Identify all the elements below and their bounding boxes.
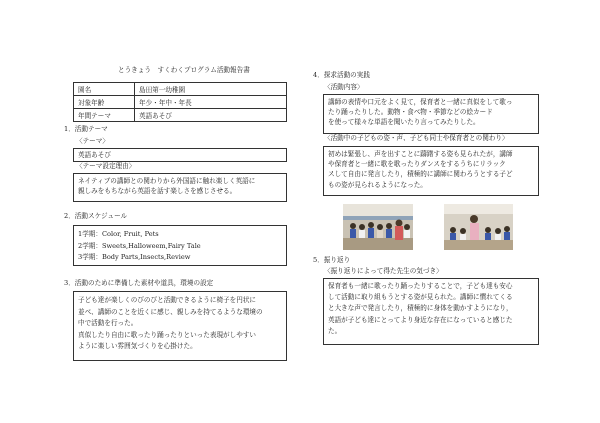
activity-photo-1: [343, 204, 413, 250]
children-voices-line: もの姿が見られるようになった。: [328, 180, 427, 189]
environment-line: 真似したり自由に歌ったり踊ったりといった表現がしやすい: [78, 330, 257, 339]
info-row: [74, 83, 287, 96]
reason-box: [73, 173, 287, 202]
environment-line: 並べ、講師のことを近くに感じ、親しみを持てるような環境の: [78, 307, 263, 316]
activity-content-label: 〈活動内容〉: [324, 83, 364, 91]
section4-heading: 4．探求活動の実践: [313, 71, 370, 79]
info-label: 対象年齢: [74, 96, 135, 109]
reflection-label: 〈振り返りによって得た先生の気づき〉: [324, 267, 443, 275]
schedule-term: 2学期：Sweets,Halloweem,Fairy Tale: [78, 241, 201, 250]
schedule-term: 1学期：Color, Fruit, Pets: [78, 230, 159, 238]
environment-line: 中で活動を行った。: [78, 319, 138, 328]
activity-content-box: [323, 94, 539, 134]
reflection-line: して活動に取り組もうとする姿が見られた。講師に慣れてくる: [328, 293, 513, 302]
info-row: [74, 96, 287, 109]
theme-box: [73, 148, 287, 162]
environment-line: ように楽しい雰囲気づくりを心掛けた。: [78, 342, 197, 351]
info-value: 英語あそび: [135, 109, 287, 122]
reflection-line: 英語が子ども達にとってより身近な存在になっていると感じた: [328, 315, 513, 324]
children-voices-box: [323, 146, 539, 196]
reason-label: 〈テーマ設定理由〉: [76, 162, 136, 170]
activity-content-line: 講師の表情や口元をよく見て，保育者と一緒に真似をして歌っ: [328, 98, 513, 106]
reflection-line: 保育者も一緒に歌ったり踊ったりすることで，子ども達も安心: [328, 282, 513, 290]
section3-heading: 3．活動のために準備した素材や道具，環境の設定: [64, 279, 214, 287]
section2-heading: 2．活動スケジュール: [64, 212, 128, 220]
children-voices-line: や保育者と一緒に歌を歌ったりダンスをするうちにリラック: [328, 160, 506, 169]
schedule-box: [73, 225, 287, 266]
activity-content-line: たり踊ったりした。動物・食べ物・季節などの絵カード: [328, 108, 493, 117]
children-voices-line: 初めは緊張し、声を出すことに躊躇する姿も見られたが，講師: [328, 150, 513, 158]
reflection-line: と大きな声で発言したり，積極的に身体を動かすようになり，: [328, 304, 513, 313]
report-title: とうきょう すくわくプログラム活動報告書: [118, 66, 250, 74]
reason-line: ネイティブの講師との関わりから外国語に触れ楽しく英語に: [78, 177, 256, 185]
reflection-line: た。: [328, 326, 342, 335]
info-table: [73, 82, 287, 122]
children-voices-line: スして自由に発言したり，積極的に講師に関わろうとする子ど: [328, 170, 513, 179]
reflection-box: [323, 278, 539, 345]
activity-content-line: を使って様々な単語を聞いたり言ってみたりした。: [328, 118, 480, 127]
environment-box: [73, 291, 287, 361]
info-row: [74, 109, 287, 122]
info-label: 年間テーマ: [74, 109, 135, 122]
theme-label: 〈テーマ〉: [76, 137, 109, 145]
section5-heading: 5．振り返り: [313, 256, 351, 264]
theme-value: 英語あそび: [78, 151, 111, 159]
activity-photo-2: [444, 204, 513, 250]
reason-line: 親しみをもちながら英語を話す楽しさを感じさせる。: [78, 187, 237, 196]
section1-heading: 1．活動テーマ: [64, 125, 108, 133]
info-value: 年少・年中・年長: [135, 96, 287, 109]
info-label: 園名: [74, 83, 135, 96]
environment-line: 子ども達が楽しくのびのびと活動できるように椅子を円状に: [78, 296, 257, 304]
schedule-term: 3学期：Body Parts,Insects,Review: [78, 253, 191, 262]
info-value: 島田第一幼稚園: [135, 83, 287, 96]
children-voices-label: 〈活動中の子どもの姿・声、子ども同士や保育者との関わり〉: [324, 134, 509, 142]
